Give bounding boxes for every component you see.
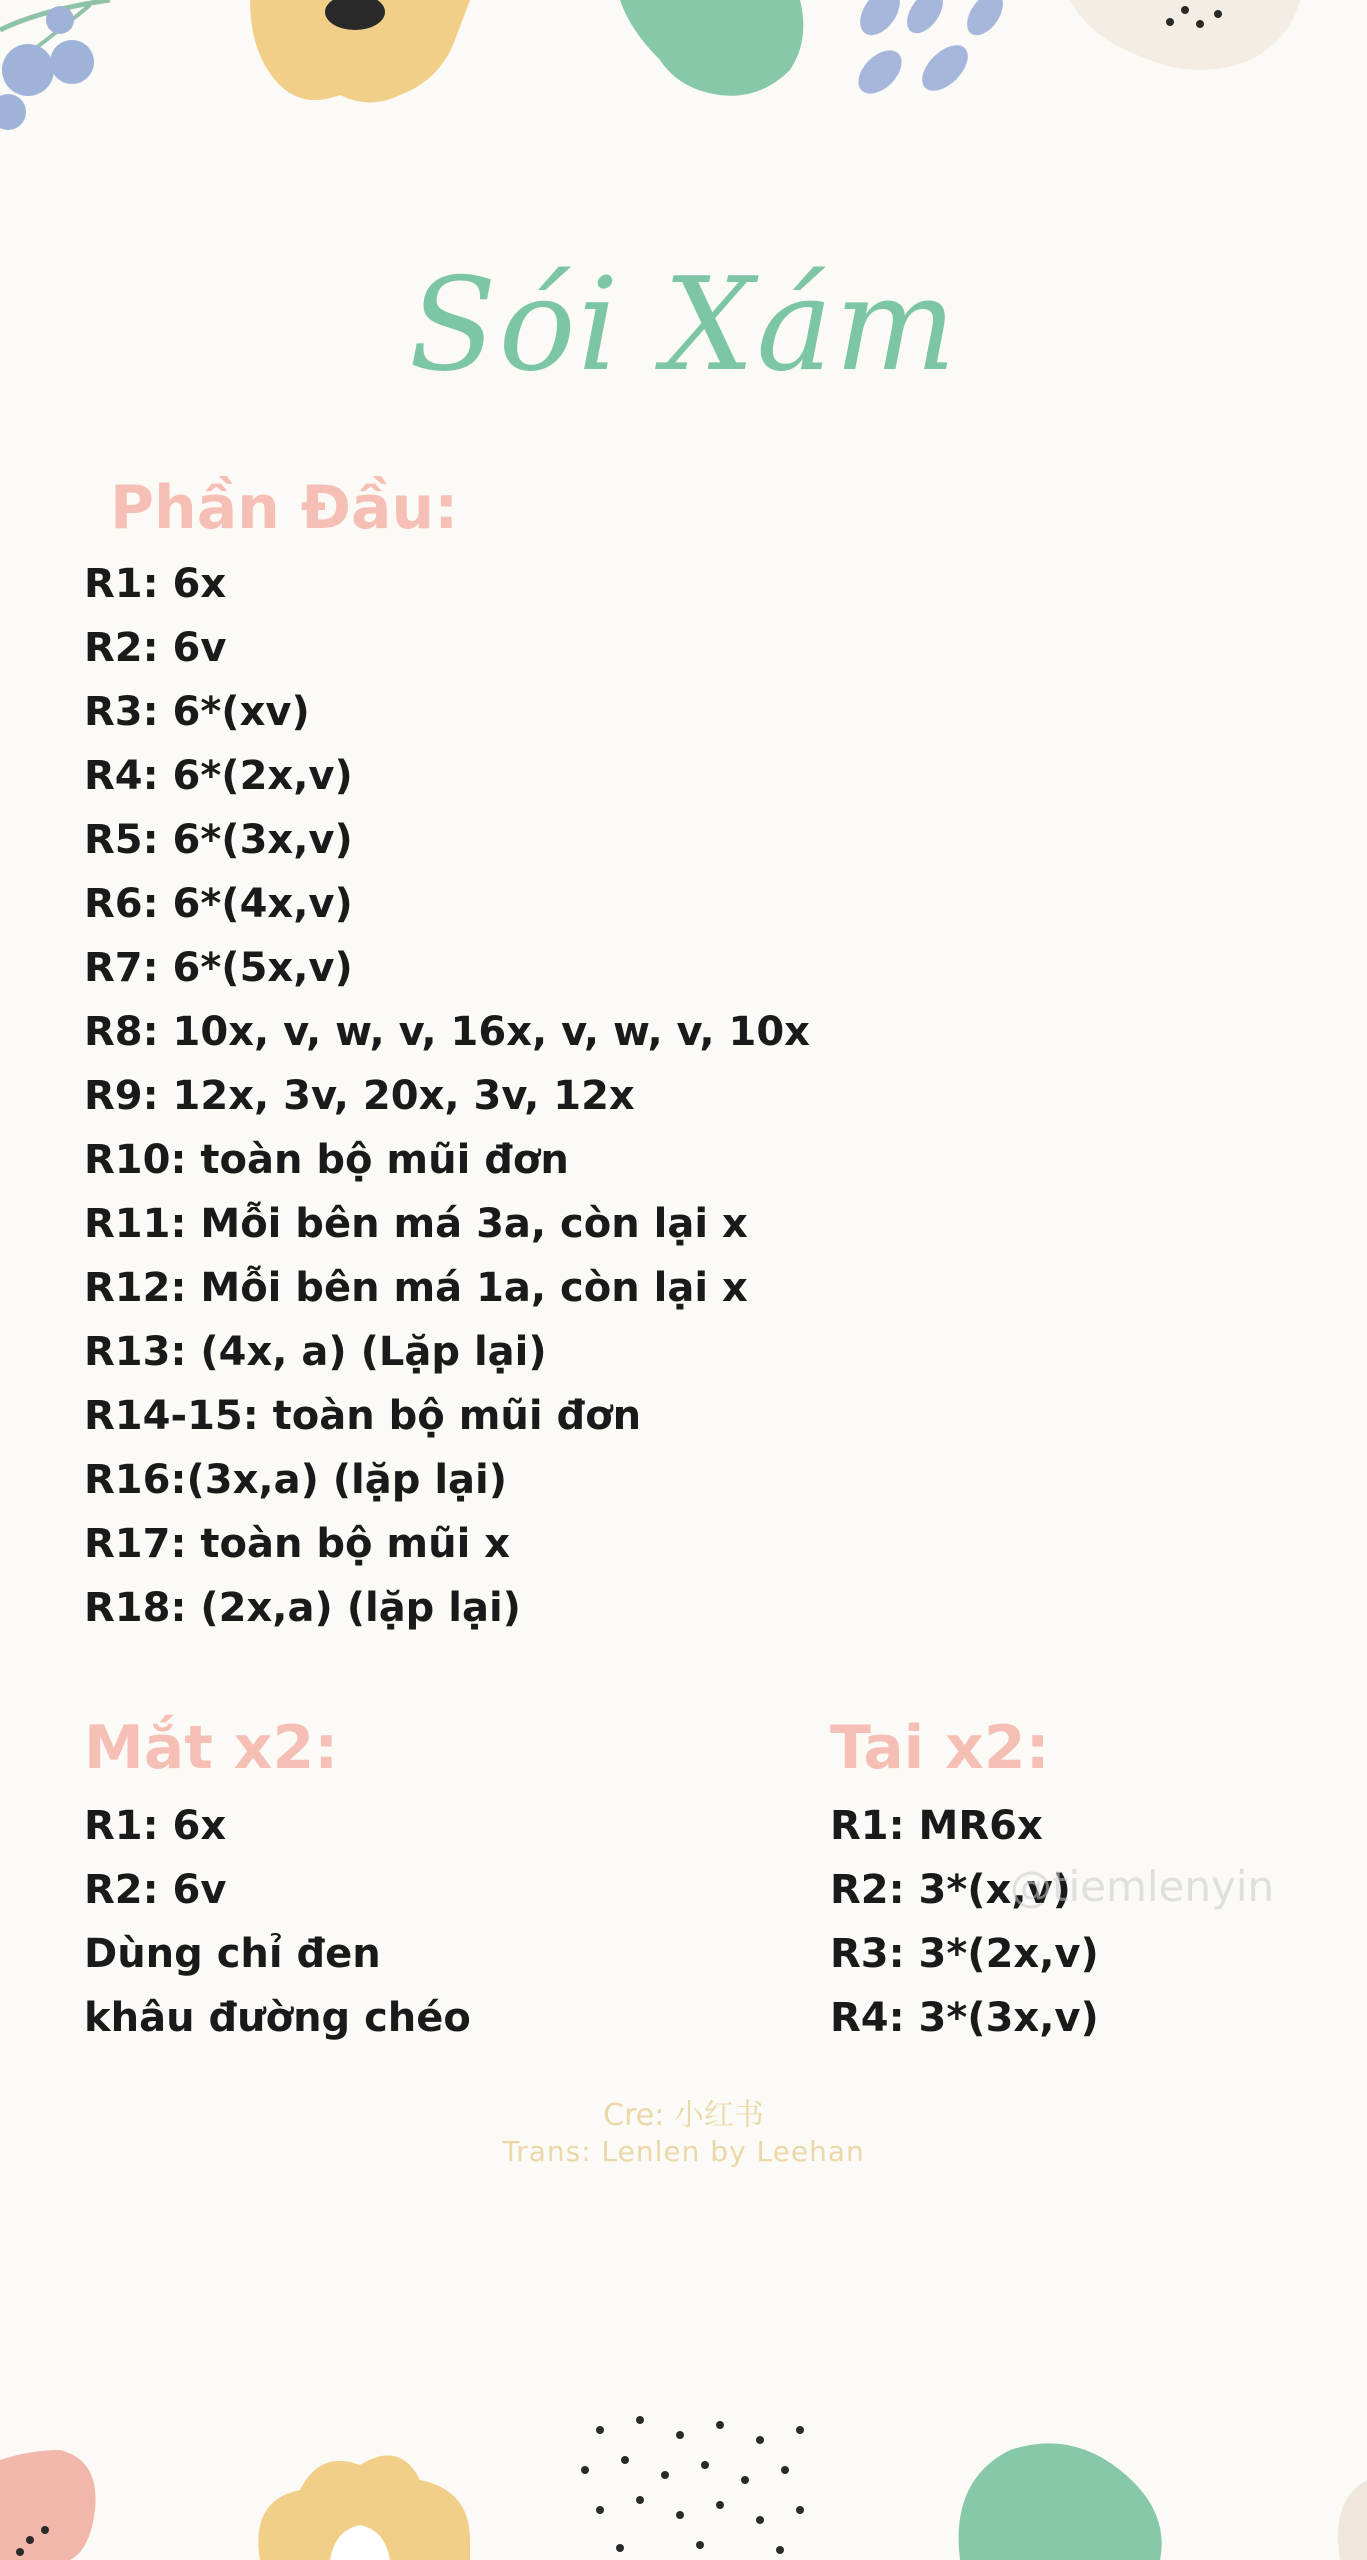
top-floral-decoration: [0, 0, 1367, 160]
faint-flower-icon: [1338, 2480, 1367, 2560]
faint-flower-icon: [1070, 0, 1300, 70]
list-item: R2: 6v: [84, 625, 227, 671]
list-item: R4: 6*(2x,v): [84, 753, 353, 799]
bottom-floral-decoration: [0, 2380, 1367, 2560]
list-item: R9: 12x, 3v, 20x, 3v, 12x: [84, 1073, 635, 1119]
list-item: R14-15: toàn bộ mũi đơn: [84, 1393, 642, 1439]
head-section-list: [84, 552, 810, 1640]
ears-section-heading: Tai x2:: [830, 1713, 1050, 1783]
credit-translator: Trans: Lenlen by Leehan: [502, 2135, 865, 2168]
list-item: R2: 6v: [84, 1867, 227, 1913]
list-item: R1: MR6x: [830, 1803, 1043, 1849]
list-item: R3: 3*(2x,v): [830, 1931, 1099, 1977]
ears-section-list: [830, 1794, 1099, 2050]
credit-source: Cre: 小红书: [603, 2098, 764, 2133]
list-item: R2: 3*(x,v): [830, 1867, 1071, 1913]
green-leaf-icon: [959, 2443, 1162, 2560]
list-item: R16:(3x,a) (lặp lại): [84, 1457, 508, 1503]
eyes-section-heading: Mắt x2:: [84, 1713, 339, 1783]
list-item: khâu đường chéo: [84, 1995, 471, 2041]
dots-decoration-icon: [581, 2416, 804, 2554]
list-item: R6: 6*(4x,v): [84, 881, 353, 927]
blue-berries-icon: [0, 0, 110, 130]
yellow-flower-icon: [250, 0, 470, 103]
list-item: R10: toàn bộ mũi đơn: [84, 1137, 569, 1183]
list-item: R13: (4x, a) (Lặp lại): [84, 1329, 547, 1375]
blue-petals-icon: [850, 0, 1010, 102]
watermark: @tiemlenyin: [1010, 1862, 1275, 1911]
head-section-heading: Phần Đầu:: [110, 473, 459, 543]
eyes-section-list: [84, 1794, 471, 2050]
list-item: R11: Mỗi bên má 3a, còn lại x: [84, 1201, 748, 1247]
list-item: R8: 10x, v, w, v, 16x, v, w, v, 10x: [84, 1009, 810, 1055]
list-item: R1: 6x: [84, 561, 227, 607]
list-item: Dùng chỉ đen: [84, 1931, 381, 1977]
list-item: R17: toàn bộ mũi x: [84, 1521, 511, 1567]
page-title: Sói Xám: [408, 251, 959, 400]
list-item: R4: 3*(3x,v): [830, 1995, 1099, 2041]
green-leaf-icon: [620, 0, 803, 96]
list-item: R5: 6*(3x,v): [84, 817, 353, 863]
pink-flower-icon: [0, 2450, 96, 2560]
list-item: R18: (2x,a) (lặp lại): [84, 1585, 521, 1631]
list-item: R3: 6*(xv): [84, 689, 310, 735]
list-item: R12: Mỗi bên má 1a, còn lại x: [84, 1265, 748, 1311]
yellow-flower-icon: [258, 2455, 470, 2560]
list-item: R1: 6x: [84, 1803, 227, 1849]
list-item: R7: 6*(5x,v): [84, 945, 353, 991]
